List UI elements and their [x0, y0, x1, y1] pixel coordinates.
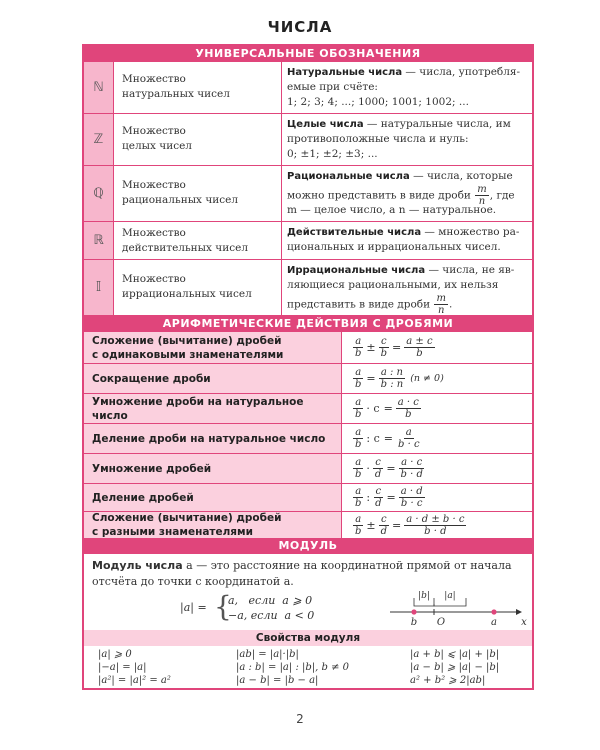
set-definition: Рациональные числа — числа, которые можно представить в виде дроби $\frac{m}{n}$ , где m — целое число, а n — натуральное. — [282, 166, 532, 221]
set-symbol: 𝕀 — [84, 260, 114, 315]
table-row — [84, 114, 532, 166]
universal-heading: УНИВЕРСАЛЬНЫЕ ОБОЗНАЧЕНИЯ — [84, 46, 532, 62]
table-row — [84, 484, 532, 512]
fraction-m-n: $\frac{m}{n}$ — [477, 184, 487, 207]
modulus-definition: Модуль числа a — это расстояние на координатной прямой от начала отсчёта до точки с координатой a. — [92, 559, 512, 588]
set-definition: Иррациональные числа — числа, не яв- ляющиеся рациональными, их нельзя представить в виде дроби $\frac{m}{n}$ . — [282, 260, 532, 315]
operation-formula: $\frac{a}{b}$ : $\frac{c}{d}$ = $\frac{a \cdot d}{b \cdot c}$ — [342, 484, 532, 511]
set-symbol: ℤ — [84, 114, 114, 165]
operation-formula: $\frac{a}{b}$ = $\frac{a : n}{b : n}$ (n ≠ 0) — [342, 364, 532, 393]
point-a-label: a — [491, 617, 497, 628]
operation-label: Сложение (вычитание) дробей с одинаковыми знаменателями — [84, 332, 342, 363]
operation-label: Умножение дробей — [84, 454, 342, 483]
table-row — [84, 454, 532, 484]
set-symbol: ℕ — [84, 62, 114, 113]
page-title: ЧИСЛА — [267, 18, 333, 36]
table-row — [84, 332, 532, 364]
origin-label: O — [436, 617, 446, 628]
label-b-abs: |b| — [418, 591, 430, 601]
properties-column-2: |ab| = |a|·|b| |a : b| = |a| : |b|, b ≠ 0 |a − b| = |b − a| — [236, 649, 349, 686]
number-line-diagram — [382, 588, 532, 630]
table-row — [84, 222, 532, 260]
brace: { — [214, 590, 232, 623]
operation-label: Сокращение дроби — [84, 364, 342, 393]
set-definition: Целые числа — натуральные числа, им противоположные числа и нуль: 0; ±1; ±2; ±3; ... — [282, 114, 532, 165]
operation-label: Деление дробей — [84, 484, 342, 511]
table-row — [84, 260, 532, 316]
table-row — [84, 424, 532, 454]
operation-label: Сложение (вычитание) дробей с разными знаменателями — [84, 512, 342, 538]
fraction-m-n: $\frac{m}{n}$ — [436, 293, 446, 316]
properties-column-1: |a| ⩾ 0 |−a| = |a| |a²| = |a|² = a² — [98, 649, 171, 686]
properties-heading: Свойства модуля — [84, 630, 532, 646]
table-row — [84, 166, 532, 222]
properties-column-3: |a + b| ⩽ |a| + |b| |a − b| ⩾ |a| − |b| a² + b² ⩾ 2|ab| — [410, 649, 500, 686]
set-definition: Действительные числа — множество ра- циональных и иррациональных чисел. — [282, 222, 532, 259]
set-symbol: ℝ — [84, 222, 114, 259]
operation-formula: $\frac{a}{b}$ ± $\frac{c}{d}$ = $\frac{a \cdot d \pm b \cdot c}{b \cdot d}$ — [342, 512, 532, 538]
operation-formula: $\frac{a}{b}$ ± $\frac{c}{b}$ = $\frac{a \pm c}{b}$ — [342, 332, 532, 363]
modulus-formula: |a| = { a, если a ⩾ 0 −a, если a < 0 — [180, 590, 315, 623]
set-symbol: ℚ — [84, 166, 114, 221]
page-number: 2 — [296, 712, 304, 726]
set-name: Множество рациональных чисел — [114, 166, 282, 221]
operation-label: Деление дроби на натуральное число — [84, 424, 342, 453]
modulus-heading: МОДУЛЬ — [84, 538, 532, 554]
operation-formula: $\frac{a}{b}$ · $\frac{c}{d}$ = $\frac{a \cdot c}{b \cdot d}$ — [342, 454, 532, 483]
set-name: Множество действительных чисел — [114, 222, 282, 259]
reference-sheet — [82, 44, 534, 690]
point-b-marker — [411, 609, 416, 614]
axis-x-label: x — [521, 617, 527, 628]
set-name: Множество натуральных чисел — [114, 62, 282, 113]
table-row — [84, 364, 532, 394]
point-a-marker — [491, 609, 496, 614]
point-b-label: b — [410, 617, 418, 628]
properties-list — [84, 646, 532, 688]
table-row — [84, 512, 532, 538]
operation-formula: $\frac{a}{b}$ · c = $\frac{a \cdot c}{b}$ — [342, 394, 532, 423]
arithmetic-heading: АРИФМЕТИЧЕСКИЕ ДЕЙСТВИЯ С ДРОБЯМИ — [84, 316, 532, 332]
table-row — [84, 62, 532, 114]
set-definition: Натуральные числа — числа, употребля- емые при счёте: 1; 2; 3; 4; ...; 1000; 1001; 1002; ... — [282, 62, 532, 113]
set-name: Множество целых чисел — [114, 114, 282, 165]
table-row — [84, 394, 532, 424]
set-name: Множество иррациональных чисел — [114, 260, 282, 315]
operation-formula: $\frac{a}{b}$ : c = $\frac{a}{b \cdot c}$ — [342, 424, 532, 453]
label-a-abs: |a| — [444, 591, 456, 601]
modulus-section — [84, 554, 532, 630]
operation-label: Умножение дроби на натуральное число — [84, 394, 342, 423]
